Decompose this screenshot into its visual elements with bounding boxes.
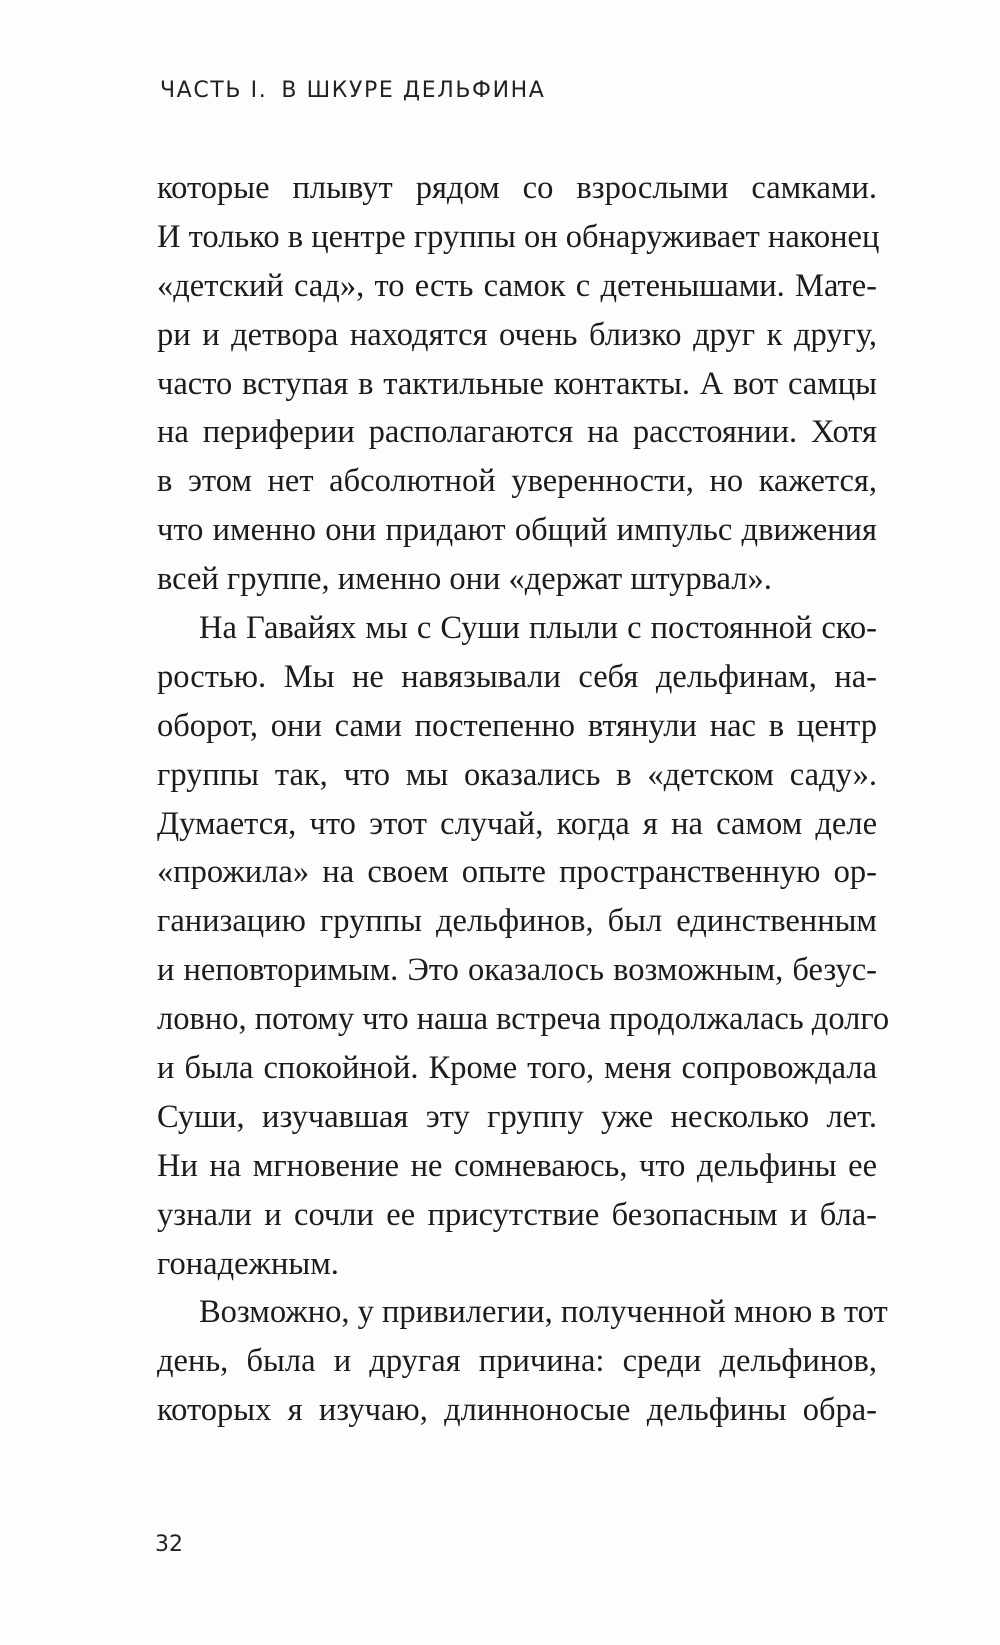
text-line: Суши, изучавшая эту группу уже несколько лет.: [157, 1098, 877, 1135]
header-chapter-title: В ШКУРЕ ДЕЛЬФИНА: [281, 78, 546, 103]
text-line: день, была и другая причина: среди дельфинов,: [157, 1343, 877, 1380]
text-line: Возможно, у привилегии, полученной мною в тот: [199, 1294, 888, 1331]
text-line: «прожила» на своем опыте пространственную ор-: [157, 854, 877, 891]
page-number: 32: [155, 1532, 183, 1557]
text-line: ловно, потому что наша встреча продолжалась долго: [157, 1001, 890, 1038]
text-line: Ни на мгновение не сомневаюсь, что дельфины ее: [157, 1147, 877, 1184]
text-line: гонадежным.: [157, 1245, 339, 1282]
text-line: ганизацию группы дельфинов, был единственным: [157, 903, 877, 940]
text-line: часто вступая в тактильные контакты. А вот самцы: [157, 365, 877, 402]
text-line: На Гавайях мы с Суши плыли с постоянной ско-: [199, 610, 877, 647]
paragraph-3: [157, 1288, 888, 1435]
text-line: которые плывут рядом со взрослыми самками.: [157, 170, 877, 206]
header-part-label: ЧАСТЬ I.: [160, 78, 268, 103]
paragraph-2: [157, 604, 890, 1288]
text-line: на периферии располагаются на расстоянии. Хотя: [157, 414, 877, 451]
text-line: ростью. Мы не навязывали себя дельфинам, на-: [157, 658, 877, 695]
body-text: [157, 164, 890, 1435]
text-line: «детский сад», то есть самок с детенышами. Мате-: [157, 267, 877, 304]
text-line: Думается, что этот случай, когда я на самом деле: [157, 805, 877, 842]
text-line: узнали и сочли ее присутствие безопасным и бла-: [157, 1196, 877, 1233]
paragraph-1: [157, 164, 880, 604]
text-line: и неповторимым. Это оказалось возможным, безус-: [157, 952, 877, 989]
text-line: оборот, они сами постепенно втянули нас в центр: [157, 707, 877, 744]
text-line: И только в центре группы он обнаруживает наконец: [157, 218, 880, 255]
text-line: группы так, что мы оказались в «детском саду».: [157, 756, 877, 793]
text-line: в этом нет абсолютной уверенности, но кажется,: [157, 463, 877, 500]
text-line: и была спокойной. Кроме того, меня сопровождала: [157, 1050, 877, 1087]
text-line: всей группе, именно они «держат штурвал».: [157, 561, 772, 598]
text-line: ри и детвора находятся очень близко друг к другу,: [157, 316, 877, 353]
running-header: [160, 78, 545, 103]
text-line: которых я изучаю, длинноносые дельфины обра-: [157, 1392, 877, 1429]
text-line: что именно они придают общий импульс движения: [157, 512, 877, 549]
